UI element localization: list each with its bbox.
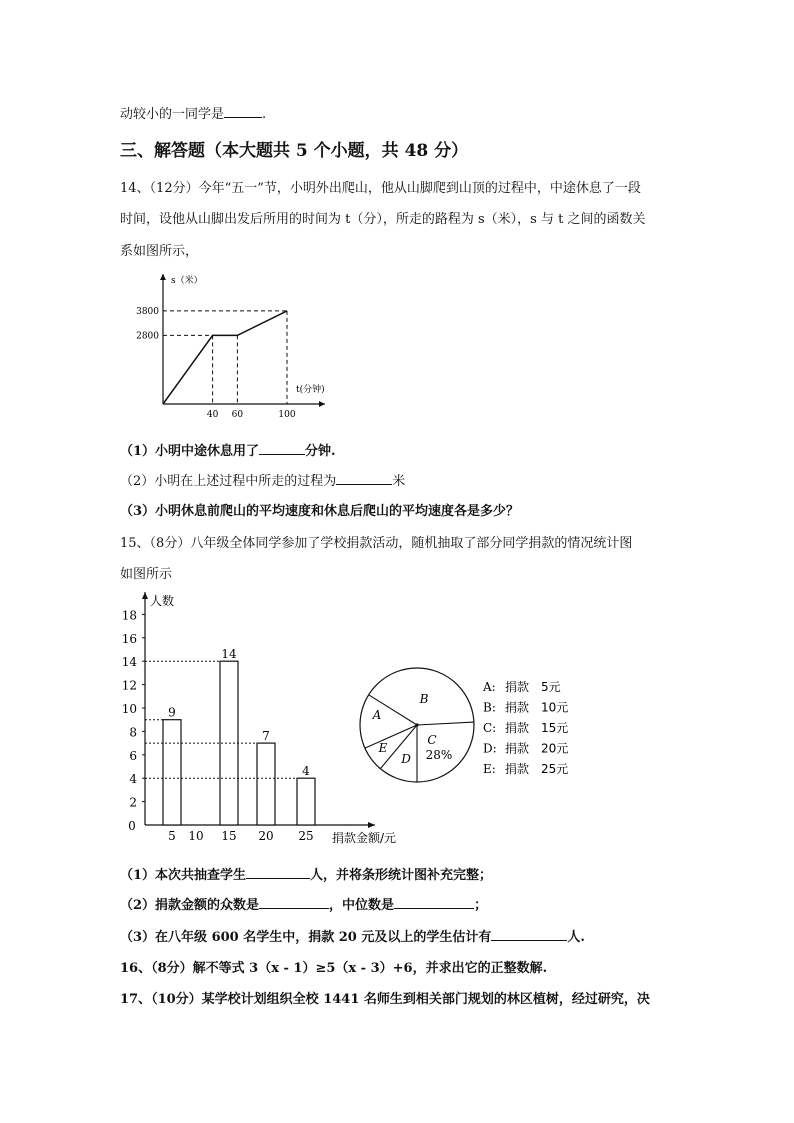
legend-text: 捐款	[505, 741, 530, 756]
question-14-part1	[120, 440, 336, 459]
legend-amount: 10元	[541, 700, 569, 715]
legend-amount: 25元	[541, 762, 569, 776]
line-chart	[130, 268, 340, 428]
legend-text: 捐款	[505, 700, 530, 715]
answer-blank[interactable]	[259, 442, 305, 455]
x-tick-label: 25	[298, 829, 314, 843]
x-tick-label: 5	[168, 829, 176, 843]
answer-blank[interactable]	[394, 896, 474, 909]
line-text: （1）本次共抽查学生	[120, 868, 247, 883]
y-tick-label: 12	[121, 678, 137, 693]
bar-value-label: 7	[262, 729, 270, 744]
origin-label: 0	[128, 819, 136, 833]
question-16: 16、（8分）解不等式 3（x - 1）≥5（x - 3）+6，并求出它的正整数解.	[120, 961, 548, 976]
answer-blank[interactable]	[246, 866, 310, 879]
y-tick-label: 14	[121, 655, 137, 670]
legend-key: C:	[483, 721, 497, 735]
bar	[163, 720, 181, 825]
question-17: 17、（10分）某学校计划组织全校 1441 名师生到相关部门规划的林区植树，经过研究，决	[120, 992, 650, 1007]
y-tick-label: 10	[121, 702, 137, 716]
legend-amount: 20元	[541, 741, 569, 756]
y-tick-label: 6	[129, 748, 137, 763]
slice-label: D	[401, 752, 411, 766]
line-text: 动较小的一同学是	[120, 107, 225, 122]
y-tick-label: 8	[129, 725, 137, 740]
line-text: （2）捐款金额的众数是	[120, 898, 260, 913]
slice-label: B	[419, 692, 429, 706]
x-tick-label: 10	[188, 829, 204, 843]
line-text: （2）小明在上述过程中所走的过程为	[120, 474, 337, 489]
y-tick-label: 2	[129, 795, 137, 810]
bar-value-label: 4	[302, 764, 310, 779]
question-14-part3: （3）小明休息前爬山的平均速度和休息后爬山的平均速度各是多少？	[120, 504, 520, 519]
text-line	[120, 103, 266, 122]
x-axis-label: 捐款金额/元	[332, 831, 397, 845]
legend-key: A:	[483, 680, 496, 694]
x-tick-label: 20	[258, 829, 274, 843]
y-axis-arrow	[142, 592, 148, 599]
question-14-part2	[120, 470, 405, 489]
bar	[257, 743, 275, 825]
legend-amount: 15元	[541, 721, 569, 735]
legend-key: B:	[483, 700, 496, 715]
slice-label: A	[372, 708, 382, 722]
question-14-stem: 14、（12分）今年“五一”节，小明外出爬山，他从山脚爬到山顶的过程中，中途休息了一段	[120, 181, 641, 196]
line-text: 人，并将条形统计图补充完整；	[310, 868, 493, 883]
series-line	[163, 311, 287, 404]
legend-text: 捐款	[505, 721, 530, 735]
bar-value-label: 14	[221, 647, 237, 662]
question-15-part2	[120, 894, 487, 913]
question-15-stem: 如图所示	[120, 567, 173, 582]
x-axis-arrow	[368, 822, 375, 828]
question-15-part1	[120, 864, 492, 883]
bar-value-label: 9	[168, 705, 176, 720]
y-tick-label: 2800	[136, 331, 159, 342]
x-axis-arrow	[319, 401, 325, 407]
answer-blank[interactable]	[491, 928, 567, 941]
line-text: 米	[392, 474, 406, 489]
answer-blank[interactable]	[224, 105, 262, 118]
legend-text: 捐款	[505, 762, 530, 776]
line-text: ；	[474, 898, 488, 913]
line-text: 人.	[567, 930, 585, 945]
question-15-part3	[120, 926, 585, 945]
legend-amount: 5元	[541, 680, 561, 694]
question-15-stem: 15、（8分）八年级全体同学参加了学校捐款活动，随机抽取了部分同学捐款的情况统计图	[120, 536, 633, 551]
legend-key: E:	[483, 762, 496, 776]
slice-label: E	[378, 741, 388, 755]
question-14-stem: 系如图所示，	[120, 244, 199, 259]
legend-text: 捐款	[505, 680, 530, 694]
x-tick-label: 15	[221, 829, 237, 843]
answer-blank[interactable]	[259, 896, 329, 909]
slice-percent-label: 28%	[425, 748, 453, 762]
slice-label: C	[427, 733, 437, 747]
y-tick-label: 18	[121, 608, 137, 623]
y-axis-label: s（米）	[171, 276, 203, 286]
x-tick-label: 40	[206, 410, 219, 420]
bar	[297, 778, 315, 825]
pie-center	[415, 723, 418, 726]
y-tick-label: 16	[121, 631, 137, 646]
line-text: （1）小明中途休息用了	[120, 444, 260, 459]
y-axis-arrow	[160, 274, 166, 280]
question-14-stem: 时间，设他从山脚出发后所用的时间为 t（分），所走的路程为 s（米），s 与 t 之间的函数关	[120, 212, 646, 227]
x-tick-label: 100	[278, 410, 296, 420]
legend-key: D:	[483, 741, 497, 756]
y-tick-label: 4	[129, 772, 137, 787]
y-tick-label: 3800	[136, 306, 159, 317]
section-title: 三、解答题（本大题共 5 个小题，共 48 分）	[120, 141, 469, 161]
pie-chart	[355, 660, 595, 795]
line-text: ，中位数是	[329, 898, 395, 913]
x-tick-label: 60	[231, 410, 244, 420]
line-text: （3）在八年级 600 名学生中，捐款 20 元及以上的学生估计有	[120, 930, 492, 945]
x-axis-label: t(分钟)	[296, 385, 325, 395]
line-text: 分钟.	[305, 444, 336, 459]
line-text: .	[262, 107, 267, 122]
y-axis-label: 人数	[150, 594, 175, 608]
answer-blank[interactable]	[336, 472, 392, 485]
